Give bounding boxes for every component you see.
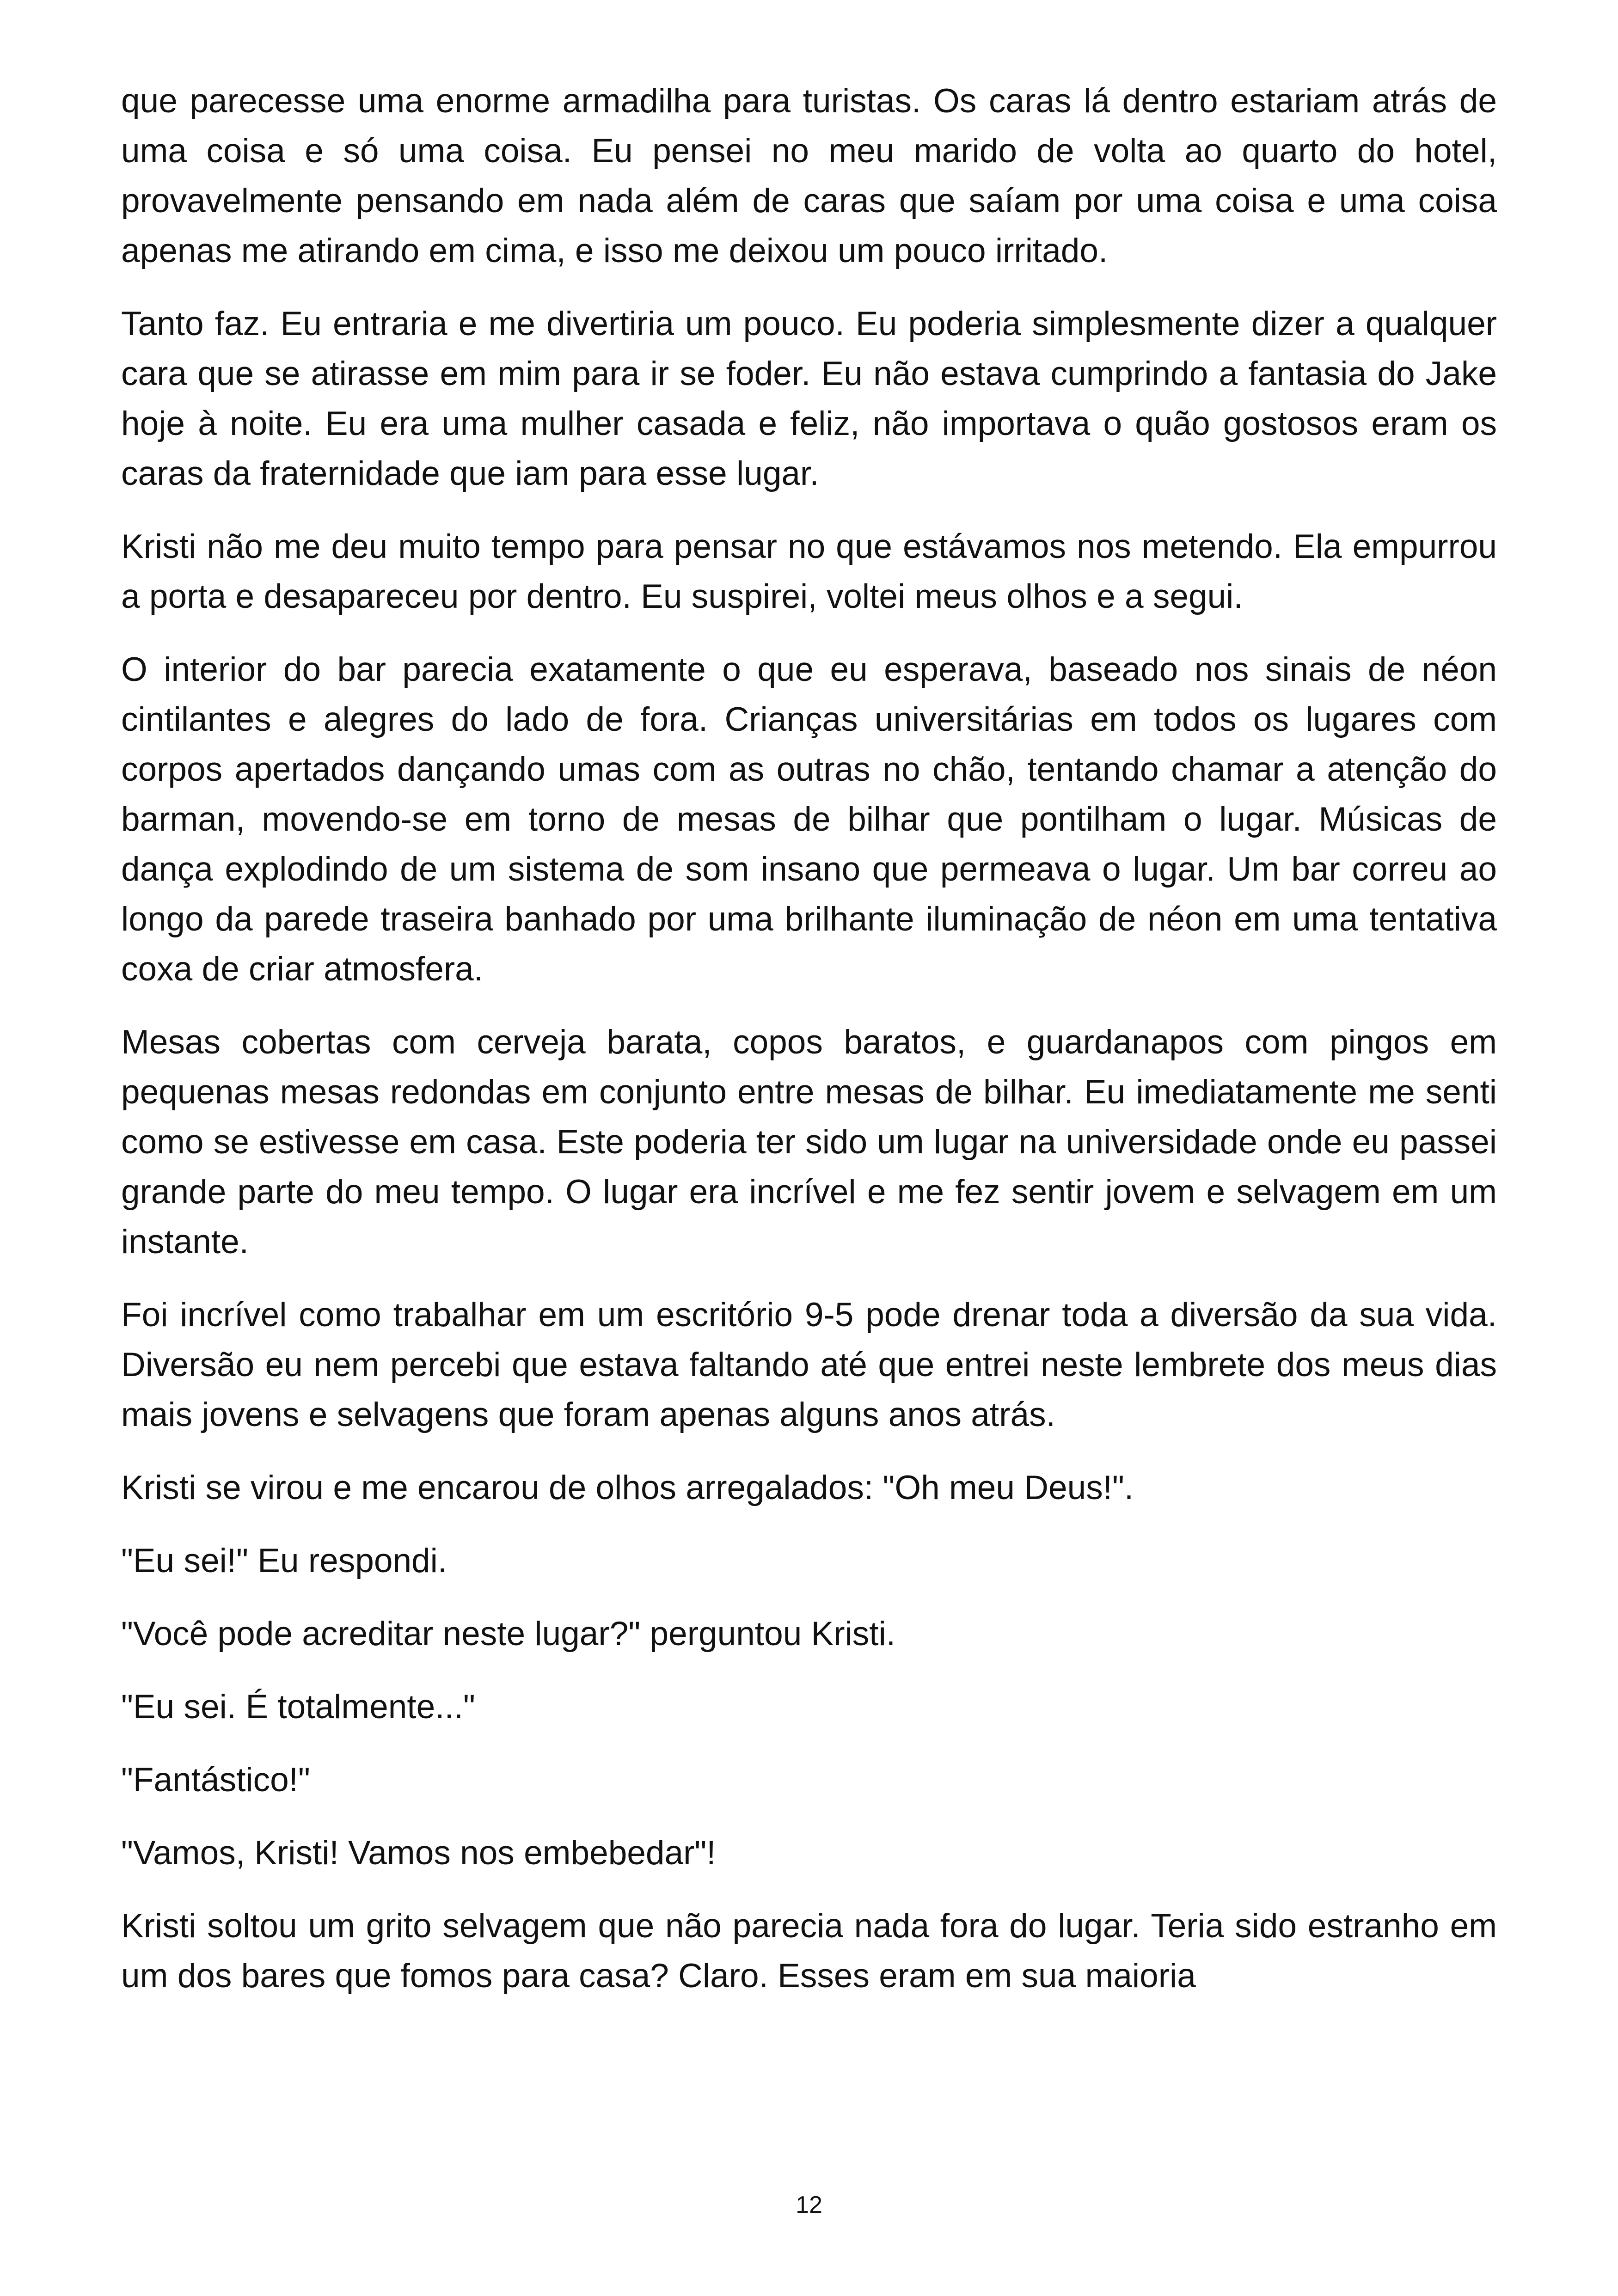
paragraph: "Vamos, Kristi! Vamos nos embebedar"!: [121, 1834, 716, 1872]
paragraph: Tanto faz. Eu entraria e me divertiria um pouco. Eu poderia simplesmente dizer a qualquer cara que se atirasse em mim para ir se foder. Eu não estava cumprindo a fantasia do Jake hoje à noite. Eu era uma mulher casada e feliz, não importava o quão gostosos eram os caras da fraternidade que iam para esse lugar.: [121, 305, 1497, 492]
paragraph: "Fantástico!": [121, 1761, 310, 1799]
paragraph: que parecesse uma enorme armadilha para turistas. Os caras lá dentro estariam atrás de uma coisa e só uma coisa. Eu pensei no meu marido de volta ao quarto do hotel, provavelmente pensando em nada além de caras que saíam por uma coisa e uma coisa apenas me atirando em cima, e isso me deixou um pouco irritado.: [121, 82, 1497, 269]
paragraph: Mesas cobertas com cerveja barata, copos baratos, e guardanapos com pingos em pequenas mesas redondas em conjunto entre mesas de bilhar. Eu imediatamente me senti como se estivesse em casa. Este poderia ter sido um lugar na universidade onde eu passei grande parte do meu tempo. O lugar era incrível e me fez sentir jovem e selvagem em um instante.: [121, 1023, 1497, 1261]
paragraph: Kristi não me deu muito tempo para pensar no que estávamos nos metendo. Ela empurrou a porta e desapareceu por dentro. Eu suspirei, voltei meus olhos e a segui.: [121, 528, 1497, 615]
paragraph: "Eu sei!" Eu respondi.: [121, 1542, 447, 1580]
body-text: [121, 76, 1497, 2024]
paragraph: Kristi se virou e me encarou de olhos arregalados: "Oh meu Deus!".: [121, 1469, 1134, 1506]
paragraph: O interior do bar parecia exatamente o que eu esperava, baseado nos sinais de néon cintilantes e alegres do lado de fora. Crianças universitárias em todos os lugares com corpos apertados dançando umas com as outras no chão, tentando chamar a atenção do barman, movendo-se em torno de mesas de bilhar que pontilham o lugar. Músicas de dança explodindo de um sistema de som insano que permeava o lugar. Um bar correu ao longo da parede traseira banhado por uma brilhante iluminação de néon em uma tentativa coxa de criar atmosfera.: [121, 651, 1497, 988]
paragraph: Kristi soltou um grito selvagem que não parecia nada fora do lugar. Teria sido estranho em um dos bares que fomos para casa? Claro. Esses eram em sua maioria: [121, 1907, 1497, 1995]
paragraph: Foi incrível como trabalhar em um escritório 9-5 pode drenar toda a diversão da sua vida. Diversão eu nem percebi que estava faltando até que entrei neste lembrete dos meus dias mais jovens e selvagens que foram apenas alguns anos atrás.: [121, 1296, 1497, 1433]
paragraph: "Você pode acreditar neste lugar?" perguntou Kristi.: [121, 1615, 896, 1653]
page-number: 12: [796, 2192, 822, 2218]
paragraph: "Eu sei. É totalmente...": [121, 1688, 475, 1726]
